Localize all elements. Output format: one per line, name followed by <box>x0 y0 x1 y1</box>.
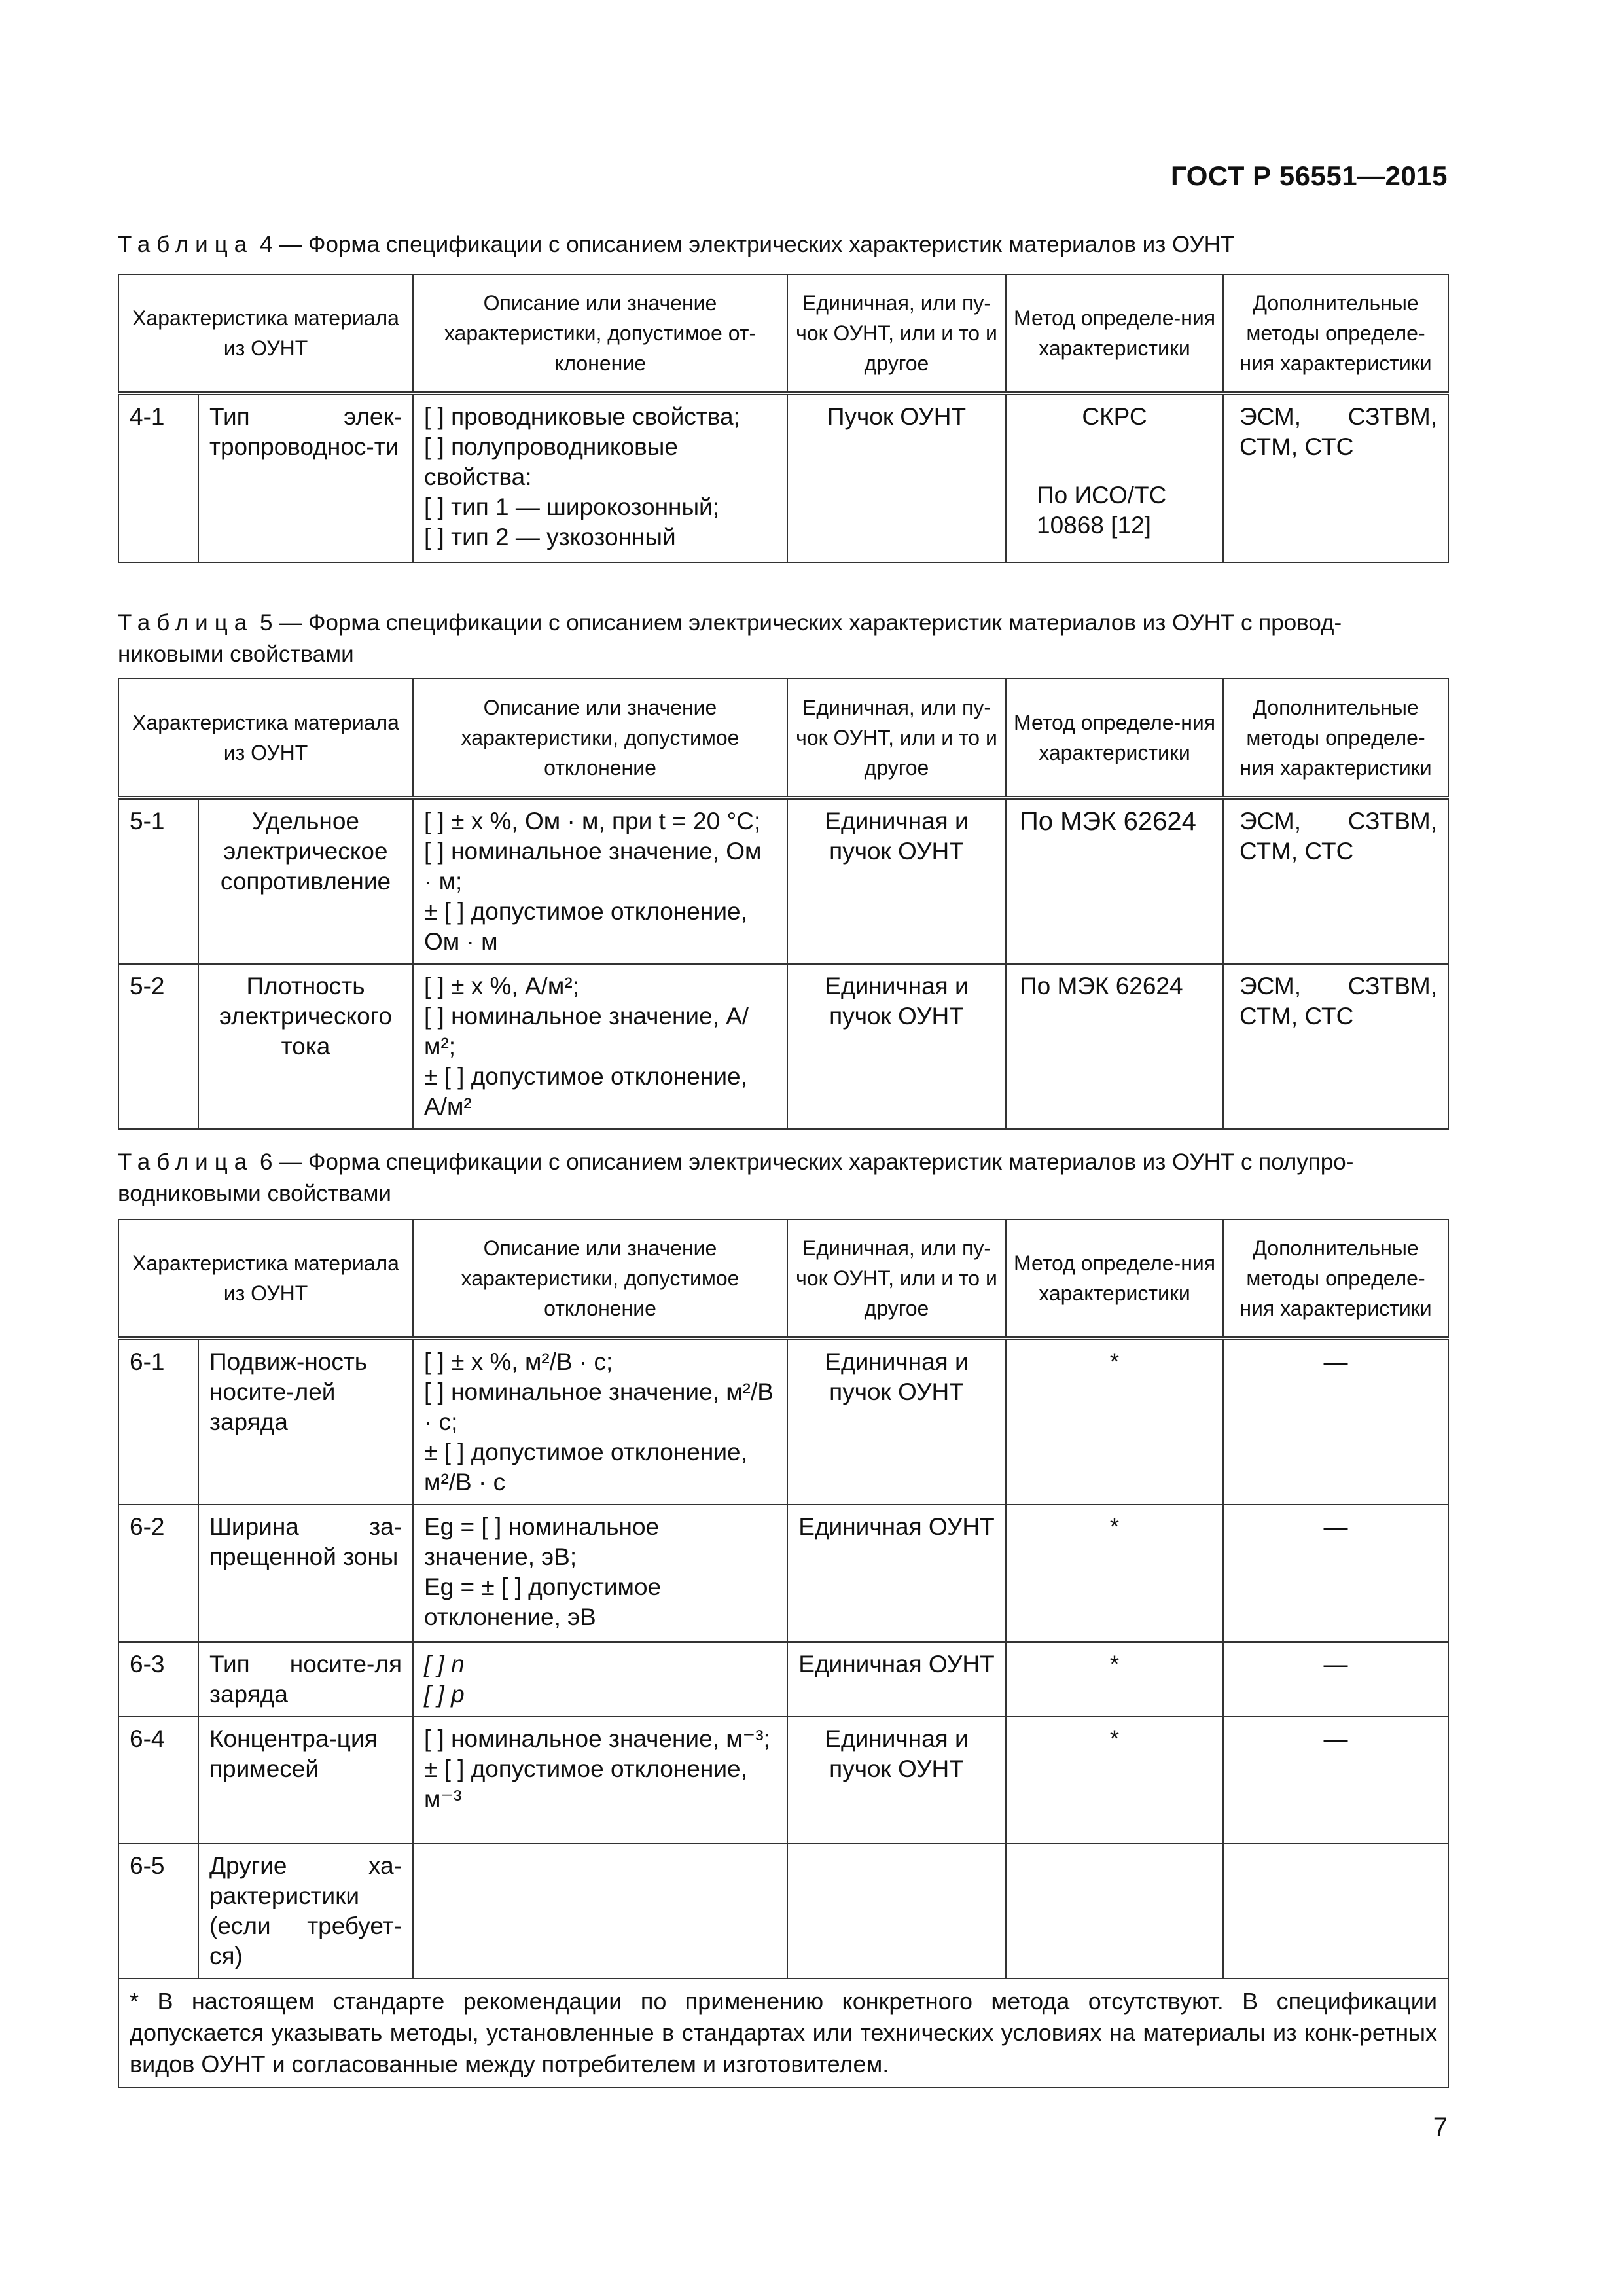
table4-title: — Форма спецификации с описанием электрических характеристик материалов из ОУНТ <box>279 232 1235 257</box>
col-characteristic: Характеристика материала из ОУНТ <box>118 274 413 393</box>
row-description <box>413 1844 787 1979</box>
table-row <box>118 1505 1448 1642</box>
row-form: Единичная и пучок ОУНТ <box>787 798 1006 964</box>
table6 <box>118 1219 1449 2088</box>
table-row <box>118 1338 1448 1505</box>
row-id: 5-2 <box>118 964 198 1129</box>
col-characteristic: Характеристика материала из ОУНТ <box>118 1219 413 1338</box>
row-extra: — <box>1223 1717 1448 1844</box>
method-line: По ИСО/ТС 10868 [12] <box>1037 482 1167 539</box>
table5-label: Таблица <box>118 610 254 636</box>
table6-footnote: * В настоящем стандарте рекомендации по применению конкретного метода отсутствуют. В спецификации допускается указывать методы, установленные в стандартах или технических условиях на материалы из конк-ретных видов ОУНТ и согласованные между потребителем и изготовителем. <box>118 1979 1448 2087</box>
table-row <box>118 1717 1448 1844</box>
desc-line: [ ] проводниковые свойства; <box>424 403 740 430</box>
col-description: Описание или значение характеристики, допустимое отклонение <box>413 1219 787 1338</box>
row-method: * <box>1006 1505 1223 1642</box>
row-method: * <box>1006 1717 1223 1844</box>
row-name: Удельное электрическое сопротивление <box>198 798 413 964</box>
table5-number: 5 <box>259 610 273 636</box>
table4 <box>118 274 1449 563</box>
desc-line: Eg = ± [ ] допустимое отклонение, эВ <box>424 1573 662 1630</box>
row-id: 6-5 <box>118 1844 198 1979</box>
table-row <box>118 964 1448 1129</box>
row-id: 6-4 <box>118 1717 198 1844</box>
row-extra: — <box>1223 1642 1448 1717</box>
row-description <box>413 393 787 562</box>
table4-number: 4 <box>259 232 273 257</box>
row-description <box>413 1505 787 1642</box>
desc-line: [ ] ± x %, А/м²; <box>424 973 579 999</box>
desc-line: [ ] номинальное значение, м²/В · с; <box>424 1378 774 1435</box>
col-form: Единичная, или пу-чок ОУНТ, или и то и другое <box>787 274 1006 393</box>
row-name: Подвиж-ность носите-лей заряда <box>198 1338 413 1505</box>
table-row <box>118 1642 1448 1717</box>
table5 <box>118 678 1449 1130</box>
method-line: СКРС <box>1082 403 1147 430</box>
table5-caption <box>118 607 1446 670</box>
table6-label: Таблица <box>118 1149 254 1175</box>
table-row <box>118 1844 1448 1979</box>
desc-line: ± [ ] допустимое отклонение, А/м² <box>424 1063 747 1120</box>
table5-title: — Форма спецификации с описанием электрических характеристик материалов из ОУНТ с провод-никовыми свойствами <box>118 610 1342 667</box>
col-characteristic: Характеристика материала из ОУНТ <box>118 679 413 798</box>
table-row <box>118 798 1448 964</box>
row-method: По МЭК 62624 <box>1006 798 1223 964</box>
desc-line: [ ] номинальное значение, А/м²; <box>424 1003 749 1060</box>
col-form: Единичная, или пу-чок ОУНТ, или и то и другое <box>787 679 1006 798</box>
row-method <box>1006 393 1223 562</box>
desc-line: ± [ ] допустимое отклонение, м²/В · с <box>424 1439 747 1496</box>
desc-line: [ ] полупроводниковые свойства: <box>424 433 678 490</box>
desc-line: [ ] ± x %, м²/В · с; <box>424 1348 613 1375</box>
desc-line: [ ] ± x %, Ом · м, при t = 20 °С; <box>424 808 761 834</box>
table6-title: — Форма спецификации с описанием электрических характеристик материалов из ОУНТ с полупро-водниковыми свойствами <box>118 1149 1354 1206</box>
table6-caption <box>118 1147 1446 1210</box>
row-form: Единичная и пучок ОУНТ <box>787 1338 1006 1505</box>
document-id: ГОСТ Р 56551—2015 <box>1171 160 1448 191</box>
desc-line: [ ] p <box>424 1681 465 1708</box>
row-extra: ЭСМ, СЗТВМ, СТМ, СТС <box>1223 964 1448 1129</box>
col-extra-methods: Дополнительные методы определе-ния характеристики <box>1223 679 1448 798</box>
row-method: * <box>1006 1642 1223 1717</box>
row-extra <box>1223 1844 1448 1979</box>
row-id: 4-1 <box>118 393 198 562</box>
row-id: 5-1 <box>118 798 198 964</box>
row-form: Единичная и пучок ОУНТ <box>787 964 1006 1129</box>
row-extra: — <box>1223 1338 1448 1505</box>
table4-caption <box>118 229 1446 260</box>
row-name: Тип носите-ля заряда <box>198 1642 413 1717</box>
table-row <box>118 393 1448 562</box>
desc-line: ± [ ] допустимое отклонение, Ом · м <box>424 898 747 955</box>
desc-line: Eg = [ ] номинальное значение, эВ; <box>424 1513 660 1570</box>
row-method: По МЭК 62624 <box>1006 964 1223 1129</box>
table4-label: Таблица <box>118 232 254 257</box>
footnote-row <box>118 1979 1448 2087</box>
row-extra: — <box>1223 1505 1448 1642</box>
row-id: 6-3 <box>118 1642 198 1717</box>
row-form: Единичная и пучок ОУНТ <box>787 1717 1006 1844</box>
row-method <box>1006 1844 1223 1979</box>
row-description <box>413 1717 787 1844</box>
col-form: Единичная, или пу-чок ОУНТ, или и то и другое <box>787 1219 1006 1338</box>
row-form <box>787 1844 1006 1979</box>
row-description <box>413 964 787 1129</box>
desc-line: [ ] номинальное значение, Ом · м; <box>424 838 762 895</box>
row-name: Другие ха-рактеристики (если требует-ся) <box>198 1844 413 1979</box>
desc-line: [ ] номинальное значение, м⁻³; <box>424 1725 770 1752</box>
desc-line: [ ] тип 1 — широкозонный; <box>424 493 719 520</box>
row-method: * <box>1006 1338 1223 1505</box>
desc-line: [ ] тип 2 — узкозонный <box>424 524 676 550</box>
desc-line: [ ] n <box>424 1651 465 1677</box>
col-description: Описание или значение характеристики, допустимое отклонение <box>413 679 787 798</box>
row-name: Плотность электрического тока <box>198 964 413 1129</box>
col-method: Метод определе-ния характеристики <box>1006 1219 1223 1338</box>
page-number: 7 <box>1433 2113 1448 2142</box>
col-description: Описание или значение характеристики, допустимое от-клонение <box>413 274 787 393</box>
row-id: 6-1 <box>118 1338 198 1505</box>
row-description <box>413 798 787 964</box>
row-name: Концентра-ция примесей <box>198 1717 413 1844</box>
col-extra-methods: Дополнительные методы определе-ния характеристики <box>1223 274 1448 393</box>
row-form: Единичная ОУНТ <box>787 1505 1006 1642</box>
table6-number: 6 <box>259 1149 273 1175</box>
desc-line: ± [ ] допустимое отклонение, м⁻³ <box>424 1755 747 1812</box>
col-extra-methods: Дополнительные методы определе-ния характеристики <box>1223 1219 1448 1338</box>
row-form: Единичная ОУНТ <box>787 1642 1006 1717</box>
row-name: Тип элек-тропроводнос-ти <box>198 393 413 562</box>
col-method: Метод определе-ния характеристики <box>1006 274 1223 393</box>
row-name: Ширина за-прещенной зоны <box>198 1505 413 1642</box>
row-form: Пучок ОУНТ <box>787 393 1006 562</box>
row-description <box>413 1642 787 1717</box>
row-description <box>413 1338 787 1505</box>
row-extra: ЭСМ, СЗТВМ, СТМ, СТС <box>1223 393 1448 562</box>
row-id: 6-2 <box>118 1505 198 1642</box>
col-method: Метод определе-ния характеристики <box>1006 679 1223 798</box>
row-extra: ЭСМ, СЗТВМ, СТМ, СТС <box>1223 798 1448 964</box>
